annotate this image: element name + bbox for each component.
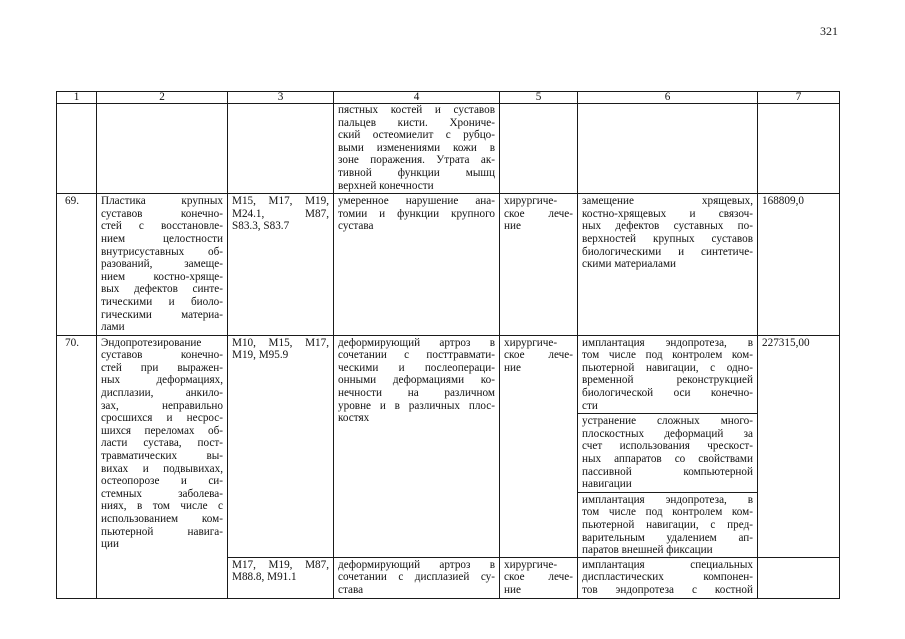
text-line: том числе под контролем ком- bbox=[582, 506, 753, 519]
text-line: имплантация эндопротеза, в bbox=[582, 336, 753, 349]
text-line: пальцев кисти. Хрониче- bbox=[338, 116, 495, 129]
header-col-2: 2 bbox=[97, 92, 228, 104]
diagnosis-codes-cell bbox=[228, 194, 334, 336]
text-line: варительным удалением ап- bbox=[582, 531, 753, 544]
text-line: ласти сустава, пост- bbox=[101, 437, 223, 450]
text-line: стей при выражен- bbox=[101, 361, 223, 374]
text-line: пьютерной навигации, с одно- bbox=[582, 361, 753, 374]
treatment-type-cell bbox=[500, 194, 578, 336]
text-line: имплантация эндопротеза, в bbox=[582, 493, 753, 506]
text-line: использованием ком- bbox=[101, 513, 223, 525]
text-line: хирургиче- bbox=[504, 195, 558, 208]
text-line: биологическими и синтетиче- bbox=[582, 245, 753, 258]
text-line: устранение сложных много- bbox=[582, 415, 753, 428]
treatment-type-cell bbox=[500, 557, 578, 598]
text-line: вых дефектов синте- bbox=[101, 283, 223, 296]
text-line: стей с восстановле- bbox=[101, 220, 223, 233]
text-line: счет использования чрескост- bbox=[582, 440, 753, 453]
header-col-5: 5 bbox=[500, 92, 578, 104]
text-line: замещение хрящевых, bbox=[582, 195, 753, 208]
text-line: стемных заболева- bbox=[101, 487, 223, 500]
treatment-method-cell bbox=[578, 194, 758, 336]
text-line: гическими материа- bbox=[101, 308, 223, 321]
page-number: 321 bbox=[820, 24, 838, 38]
text-line: M10, M15, M17, bbox=[232, 336, 329, 349]
text-line: ние bbox=[504, 220, 521, 233]
cell-continuation-col4 bbox=[334, 104, 500, 194]
text-line: разований, замеще- bbox=[101, 258, 223, 271]
text-line: уровне и в различных плос- bbox=[338, 399, 495, 412]
text-line: диспластических компонен- bbox=[582, 571, 753, 584]
cost-cell: 227315,00 bbox=[758, 335, 840, 557]
text-line: ниях, в том числе с bbox=[101, 500, 223, 513]
text-line: сочетании с посттравмати- bbox=[338, 349, 495, 362]
text-line: нечности на различном bbox=[338, 387, 495, 400]
text-line: плоскостных деформаций за bbox=[582, 427, 753, 440]
text-line: зах, неправильно bbox=[101, 399, 223, 412]
text-line: M88.8, M91.1 bbox=[232, 571, 297, 584]
text-line: биологической оси конечно- bbox=[582, 387, 753, 400]
procedure-name-cell bbox=[97, 194, 228, 336]
text-line: временной реконструкцией bbox=[582, 374, 753, 387]
text-line: верхней конечности bbox=[338, 179, 434, 192]
text-line: сустава bbox=[338, 220, 374, 233]
text-line: ние bbox=[504, 361, 521, 374]
text-line: пьютерной навигации, с пред- bbox=[582, 519, 753, 531]
text-line: M24.1, M87, bbox=[232, 207, 329, 220]
patient-model-cell bbox=[334, 557, 500, 598]
text-line: хирургиче- bbox=[504, 558, 558, 571]
text-line: скими материалами bbox=[582, 258, 677, 271]
cell-continuation-col1 bbox=[57, 104, 97, 194]
text-line: шихся переломах об- bbox=[101, 424, 223, 437]
text-line: остеопорозе и си- bbox=[101, 475, 223, 488]
text-line: суставов конечно- bbox=[101, 207, 223, 220]
text-line: деформирующий артроз в bbox=[338, 558, 495, 571]
cell-continuation-col3 bbox=[228, 104, 334, 194]
cell-continuation-col6 bbox=[578, 104, 758, 194]
text-line: пьютерной навига- bbox=[101, 525, 223, 538]
text-line: ции bbox=[101, 538, 119, 551]
text-line: пассивной компьютерной bbox=[582, 465, 753, 478]
treatment-type-cell bbox=[500, 335, 578, 557]
table-header-row bbox=[57, 92, 840, 104]
text-line: ское лече- bbox=[504, 207, 573, 220]
patient-model-cell bbox=[334, 335, 500, 557]
header-col-3: 3 bbox=[228, 92, 334, 104]
header-col-1: 1 bbox=[57, 92, 97, 104]
text-line: костях bbox=[338, 412, 370, 425]
header-col-6: 6 bbox=[578, 92, 758, 104]
text-line: суставов конечно- bbox=[101, 349, 223, 362]
text-line: внутрисуставных об- bbox=[101, 245, 223, 258]
text-line: лами bbox=[101, 321, 125, 334]
treatment-method-part bbox=[582, 337, 753, 413]
table-row-69 bbox=[57, 194, 840, 336]
text-line: Эндопротезирование bbox=[101, 336, 202, 349]
treatment-method-cell bbox=[578, 557, 758, 598]
text-line: деформирующий артроз в bbox=[338, 336, 495, 349]
cell-continuation-col5 bbox=[500, 104, 578, 194]
treatment-method-part bbox=[578, 413, 757, 491]
text-line: тов эндопротеза с костной bbox=[582, 583, 753, 596]
procedure-name-cell bbox=[97, 335, 228, 598]
text-line: сочетании с дисплазией су- bbox=[338, 571, 495, 584]
text-line: онными деформациями ко- bbox=[338, 374, 495, 387]
text-line: том числе под контролем ком- bbox=[582, 349, 753, 362]
text-line: ных аппаратов со свойствами bbox=[582, 453, 753, 466]
text-line: дисплазии, анкило- bbox=[101, 387, 223, 400]
table-row-70 bbox=[57, 335, 840, 557]
row-number: 70. bbox=[57, 335, 97, 598]
text-line: ское лече- bbox=[504, 349, 573, 362]
text-line: M15, M17, M19, bbox=[232, 195, 329, 208]
text-line: тическими и биоло- bbox=[101, 295, 223, 308]
text-line: зоне поражения. Утрата ак- bbox=[338, 154, 495, 167]
text-line: става bbox=[338, 583, 364, 596]
text-line: сросшихся и несрос- bbox=[101, 412, 223, 425]
text-line: нием костно-хряще- bbox=[101, 270, 223, 283]
header-col-4: 4 bbox=[334, 92, 500, 104]
text-line: Пластика крупных bbox=[101, 195, 223, 208]
diagnosis-codes-cell bbox=[228, 557, 334, 598]
cost-cell: 168809,0 bbox=[758, 194, 840, 336]
text-line: костно-хрящевых и связоч- bbox=[582, 207, 753, 220]
text-line: умеренное нарушение ана- bbox=[338, 195, 495, 208]
text-line: ский остеомиелит с рубцо- bbox=[338, 129, 495, 142]
patient-model-cell bbox=[334, 194, 500, 336]
text-line: ние bbox=[504, 583, 521, 596]
cell-continuation-col7 bbox=[758, 104, 840, 194]
text-line: пястных костей и суставов bbox=[338, 104, 495, 116]
text-line: хирургиче- bbox=[504, 336, 558, 349]
text-line: сти bbox=[582, 399, 598, 412]
table-row-continuation bbox=[57, 104, 840, 194]
header-col-7: 7 bbox=[758, 92, 840, 104]
text-line: имплантация специальных bbox=[582, 558, 753, 571]
text-line: навигации bbox=[582, 478, 632, 491]
treatment-method-cell bbox=[578, 335, 758, 557]
text-line: M17, M19, M87, bbox=[232, 558, 329, 571]
text-line: нием целостности bbox=[101, 232, 223, 245]
text-line: ское лече- bbox=[504, 571, 573, 584]
treatment-method-part bbox=[578, 492, 757, 557]
text-line: S83.3, S83.7 bbox=[232, 220, 290, 233]
text-line: M19, M95.9 bbox=[232, 349, 289, 362]
text-line: ческими и послеопераци- bbox=[338, 361, 495, 374]
text-line: ных деформациях, bbox=[101, 374, 223, 387]
cost-cell bbox=[758, 557, 840, 598]
procedures-table bbox=[56, 91, 840, 599]
text-line: травматических вы- bbox=[101, 450, 223, 463]
text-line: верхностей крупных суставов bbox=[582, 232, 753, 245]
cell-continuation-col2 bbox=[97, 104, 228, 194]
text-line: паратов внешней фиксации bbox=[582, 544, 713, 557]
row-number: 69. bbox=[57, 194, 97, 336]
text-line: выми изменениями кожи в bbox=[338, 141, 495, 154]
text-line: томии и функции крупного bbox=[338, 207, 495, 220]
text-line: тивной функции мышц bbox=[338, 166, 495, 179]
diagnosis-codes-cell bbox=[228, 335, 334, 557]
text-line: ных дефектов суставных по- bbox=[582, 220, 753, 233]
text-line: вихах и подвывихах, bbox=[101, 462, 223, 475]
